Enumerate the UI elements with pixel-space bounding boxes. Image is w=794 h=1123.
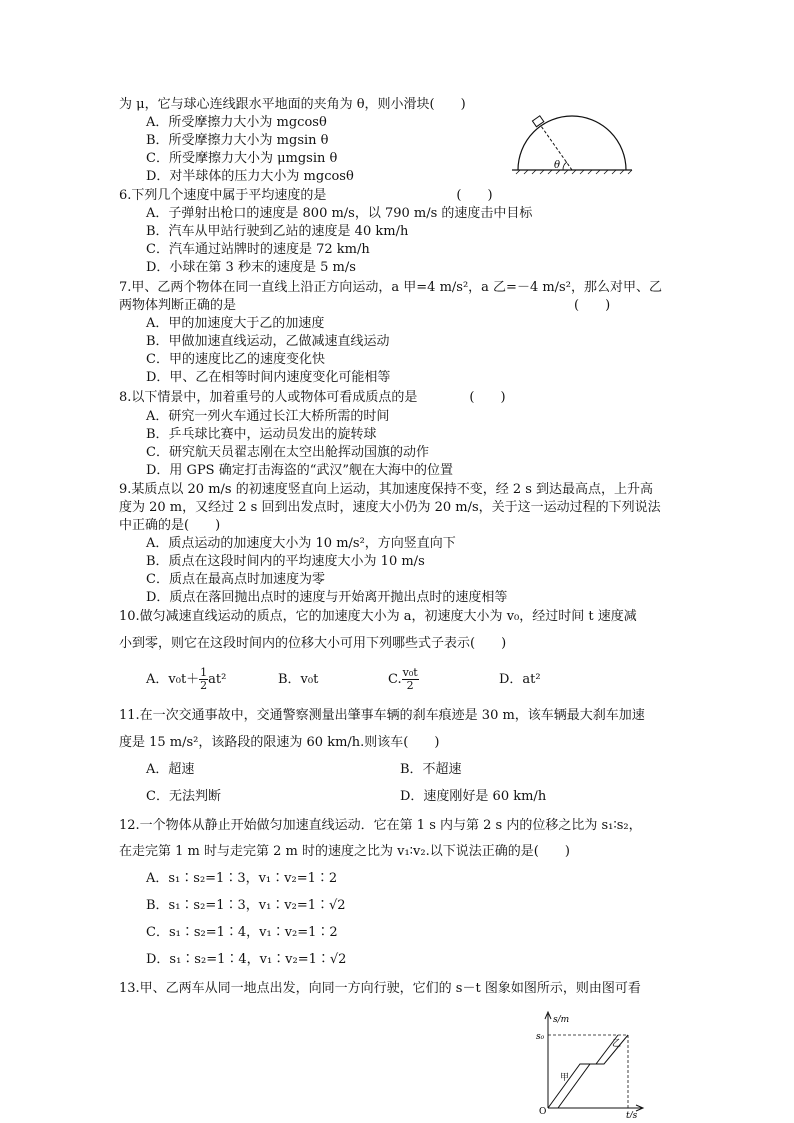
q13-stem: 13.甲、乙两车从同一地点出发，向同一方向行驶，它们的 s－t 图象如图所示，则由图可看	[119, 981, 641, 996]
q9-option-d: D．质点在落回抛出点时的速度与开始离开抛出点时的速度相等	[146, 590, 508, 605]
q7-option-a: A．甲的加速度大于乙的加速度	[146, 316, 325, 331]
q6-stem: 6.下列几个速度中属于平均速度的是 ( )	[119, 188, 493, 203]
q5-option-d: D．对半球体的压力大小为 mgcosθ	[146, 169, 354, 184]
q12-option-d: D．s₁∶s₂=1∶4，v₁∶v₂=1∶√2	[146, 952, 347, 967]
q10-option-c-fraction	[402, 667, 419, 692]
q11-option-c: C．无法判断	[146, 789, 221, 804]
q12-stem-line2: 在走完第 1 m 时与走完第 2 m 时的速度之比为 v₁∶v₂.以下说法正确的是( )	[119, 844, 570, 859]
q5-option-b: B．所受摩擦力大小为 mgsin θ	[146, 133, 329, 148]
q7-option-b: B．甲做加速直线运动，乙做减速直线运动	[146, 334, 390, 349]
q11-option-b: B．不超速	[400, 762, 462, 777]
q6-option-b: B．汽车从甲站行驶到乙站的速度是 40 km/h	[146, 224, 409, 239]
q11-stem-line1: 11.在一次交通事故中，交通警察测量出肇事车辆的刹车痕迹是 30 m，该车辆最大刹车加速	[119, 708, 645, 723]
q10-option-c	[388, 664, 419, 696]
q8-option-c: C．研究航天员翟志刚在太空出舱挥动国旗的动作	[146, 445, 429, 460]
q10-option-a	[146, 664, 226, 696]
q11-option-a: A．超速	[146, 762, 195, 777]
q7-option-c: C．甲的速度比乙的速度变化快	[146, 352, 325, 367]
q9-stem-line1: 9.某质点以 20 m/s 的初速度竖直向上运动，其加速度保持不变，经 2 s 到达最高点，上升高	[119, 482, 654, 497]
q12-option-a: A．s₁∶s₂=1∶3，v₁∶v₂=1∶2	[146, 871, 338, 886]
q9-option-b: B．质点在这段时间内的平均速度大小为 10 m/s	[146, 554, 425, 569]
q10-option-c-prefix: C.	[388, 672, 402, 687]
q11-option-d: D．速度刚好是 60 km/h	[400, 789, 547, 804]
q10-option-a-fraction	[199, 667, 208, 692]
q10-option-c-numerator: v₀t	[402, 666, 418, 679]
q6-option-d: D．小球在第 3 秒末的速度是 5 m/s	[146, 260, 356, 275]
x-axis-label: t/s	[626, 1111, 638, 1118]
q8-option-b: B．乒乓球比赛中，运动员发出的旋转球	[146, 427, 377, 442]
s-t-graph-figure	[530, 1008, 650, 1118]
q9-option-c: C．质点在最高点时加速度为零	[146, 572, 325, 587]
q8-stem: 8.以下情景中，加着重号的人或物体可看成质点的是 ( )	[119, 390, 506, 405]
q6-option-a: A．子弹射出枪口的速度是 800 m/s，以 790 m/s 的速度击中目标	[146, 206, 533, 221]
q10-option-a-prefix: A．v₀t＋	[146, 672, 200, 687]
q7-stem-line1: 7.甲、乙两个物体在同一直线上沿正方向运动，a 甲=4 m/s²，a 乙=－4 m/s²，那么对甲、乙	[119, 280, 662, 295]
q8-option-d: D．用 GPS 确定打击海盗的“武汉”舰在大海中的位置	[146, 463, 454, 478]
q5-option-a: A．所受摩擦力大小为 mgcosθ	[146, 115, 327, 130]
q9-stem-line2: 度为 20 m，又经过 2 s 回到出发点时，速度大小仍为 20 m/s，关于这一运动过程的下列说法	[119, 500, 661, 515]
q8-option-a: A．研究一列火车通过长江大桥所需的时间	[146, 409, 390, 424]
q10-option-a-numerator: 1	[200, 666, 208, 679]
q9-option-a: A．质点运动的加速度大小为 10 m/s²，方向竖直向下	[146, 536, 456, 551]
q10-option-d: D．at²	[499, 672, 541, 687]
q5-option-c: C．所受摩擦力大小为 μmgsin θ	[146, 151, 338, 166]
q6-option-c: C．汽车通过站牌时的速度是 72 km/h	[146, 242, 370, 257]
q12-option-c: C．s₁∶s₂=1∶4，v₁∶v₂=1∶2	[146, 925, 338, 940]
origin-label: O	[539, 1107, 547, 1117]
q10-option-a-suffix: at²	[208, 672, 227, 687]
q10-option-a-denominator: 2	[200, 679, 208, 692]
curve-yi-label: 乙	[612, 1039, 622, 1049]
q10-stem-line1: 10.做匀减速直线运动的质点，它的加速度大小为 a，初速度大小为 v₀，经过时间 t 速度减	[119, 609, 637, 624]
theta-label: θ	[554, 160, 561, 171]
q7-stem-line2: 两物体判断正确的是 ( )	[119, 298, 611, 313]
q12-stem-line1: 12.一个物体从静止开始做匀加速直线运动．它在第 1 s 内与第 2 s 内的位移之比为 s₁∶s₂，	[119, 818, 642, 833]
curve-jia-label: 甲	[560, 1073, 570, 1083]
q10-option-b: B．v₀t	[278, 672, 319, 687]
q11-stem-line2: 度是 15 m/s²，该路段的限速为 60 km/h.则该车( )	[119, 735, 440, 750]
s0-label: s₀	[536, 1032, 545, 1042]
q10-stem-line2: 小到零，则它在这段时间内的位移大小可用下列哪些式子表示( )	[119, 636, 507, 651]
q12-option-b: B．s₁∶s₂=1∶3，v₁∶v₂=1∶√2	[146, 898, 346, 913]
y-axis-label: s/m	[553, 1015, 570, 1025]
hemisphere-figure	[508, 112, 636, 180]
q10-option-c-denominator: 2	[406, 679, 414, 692]
q5-stem: 为 μ，它与球心连线跟水平地面的夹角为 θ，则小滑块( )	[119, 97, 466, 112]
q7-option-d: D．甲、乙在相等时间内速度变化可能相等	[146, 370, 391, 385]
q9-stem-line3: 中正确的是( )	[119, 518, 221, 533]
